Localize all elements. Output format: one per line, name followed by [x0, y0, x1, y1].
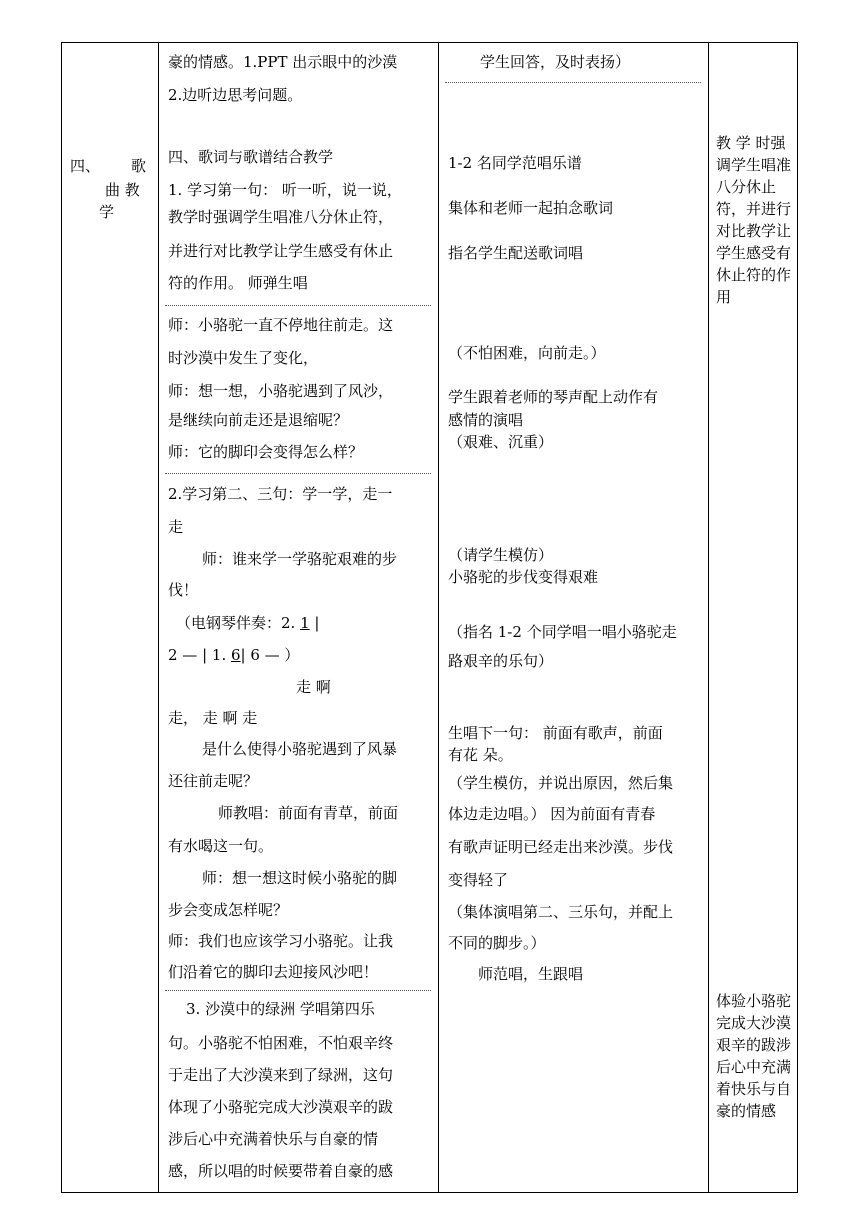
- text-line: 师教唱：前面有青草，前面: [218, 804, 399, 822]
- text-line: 变得轻了: [448, 871, 509, 889]
- text-line: 2.学习第二、三句：学一学，走一: [168, 485, 393, 503]
- text-line: 有水喝这一句。: [168, 837, 274, 855]
- dotted-separator: [445, 82, 701, 83]
- text-line: 有花 朵。: [448, 746, 513, 764]
- section-title-part: 歌: [131, 157, 147, 175]
- text-line: （指名 1-2 个同学唱一唱小骆驼走: [448, 623, 677, 641]
- text-line: 并进行对比教学让学生感受有休止: [168, 242, 394, 260]
- column-divider: [438, 42, 439, 1193]
- text-line: 学生跟着老师的琴声配上动作有: [448, 388, 659, 406]
- text-line: 有歌声证明已经走出来沙漠。步伐: [448, 838, 674, 856]
- text-line: 走: [168, 518, 184, 536]
- text-line: 师范唱，生跟唱: [478, 965, 584, 983]
- text-line: 师：想一想这时候小骆驼的脚: [202, 869, 398, 887]
- text-line: 符的作用。 师弹生唱: [168, 274, 308, 292]
- text-line: 不同的脚步。）: [448, 934, 546, 952]
- text-line: （学生模仿，并说出原因，然后集: [448, 774, 674, 792]
- text-line: 于走出了大沙漠来到了绿洲，这句: [168, 1066, 394, 1084]
- dotted-separator: [165, 305, 431, 306]
- text-line: 豪的情感。1.PPT 出示眼中的沙漠: [168, 53, 398, 71]
- text-line: （集体演唱第二、三乐句，并配上: [448, 903, 674, 921]
- text-line: 师：它的脚印会变得怎么样？: [168, 443, 364, 461]
- text-line: 1. 学习第一句： 听一听，说一说，: [168, 181, 402, 199]
- text-line: （电钢琴伴奏：2. 1 |: [176, 614, 320, 632]
- text-line: 时沙漠中发生了变化，: [168, 349, 319, 367]
- text-line: 是继续向前走还是退缩呢？: [168, 411, 349, 429]
- text-line: 走， 走 啊 走: [168, 709, 258, 727]
- text-line: 2 — | 1. 6| 6 — ）: [168, 646, 300, 664]
- text-line: 句。小骆驼不怕困难，不怕艰辛终: [168, 1034, 394, 1052]
- text-line: 师：小骆驼一直不停地往前走。这: [168, 316, 394, 334]
- text-line: 步会变成怎样呢？: [168, 901, 289, 919]
- text-line: （不怕困难，向前走。）: [448, 344, 606, 362]
- text-line: 体现了小骆驼完成大沙漠艰辛的跋: [168, 1098, 394, 1116]
- text-line: 是什么使得小骆驼遇到了风暴: [202, 740, 398, 758]
- text-line: 感，所以唱的时候要带着自豪的感: [168, 1162, 394, 1180]
- text-line: 教学时强调学生唱准八分休止符，: [168, 208, 394, 226]
- text-line: 1-2 名同学范唱乐谱: [448, 154, 582, 172]
- text-line: 指名学生配送歌词唱: [448, 244, 584, 262]
- text-line: 伐！: [168, 581, 199, 599]
- section-title-part: 学: [99, 203, 115, 221]
- text-line: （艰难、沉重）: [448, 433, 554, 451]
- column-divider: [158, 42, 159, 1193]
- section-number: 四、: [70, 157, 101, 175]
- text-line: 体边走边唱。） 因为前面有青春: [448, 805, 656, 823]
- text-line: （请学生模仿）: [448, 546, 554, 564]
- text-line: 师：想一想，小骆驼遇到了风沙，: [168, 382, 394, 400]
- text-line: 师：我们也应该学习小骆驼。让我: [168, 932, 394, 950]
- dotted-separator: [165, 990, 431, 991]
- text-line: 还往前走呢？: [168, 772, 259, 790]
- text-line: 2.边听边思考问题。: [168, 86, 303, 104]
- section-title-part: 曲 教: [105, 181, 140, 199]
- text-line: 学生回答，及时表扬）: [480, 53, 631, 71]
- text-line: 集体和老师一起拍念歌词: [448, 199, 614, 217]
- text-line: 小骆驼的步伐变得艰难: [448, 568, 599, 586]
- text-line: 们沿着它的脚印去迎接风沙吧！: [168, 963, 379, 981]
- text-line: 四、歌词与歌谱结合教学: [168, 148, 334, 166]
- column-divider: [708, 42, 709, 1193]
- teaching-note: 教 学 时强调学生唱准八分休止符，并进行对比教学让学生感受有休止符的作用: [716, 134, 792, 306]
- text-line: 感情的演唱: [448, 411, 524, 429]
- teaching-note: 体验小骆驼完成大沙漠艰辛的跋涉后心中充满着快乐与自豪的情感: [716, 992, 792, 1120]
- dotted-separator: [165, 473, 431, 474]
- text-line: 3. 沙漠中的绿洲 学唱第四乐: [186, 1000, 375, 1018]
- text-line: 师：谁来学一学骆驼艰难的步: [202, 550, 398, 568]
- text-line: 路艰辛的乐句）: [448, 652, 554, 670]
- text-line: 涉后心中充满着快乐与自豪的情: [168, 1130, 379, 1148]
- text-line: 走 啊: [296, 678, 331, 696]
- text-line: 生唱下一句： 前面有歌声，前面: [448, 724, 663, 742]
